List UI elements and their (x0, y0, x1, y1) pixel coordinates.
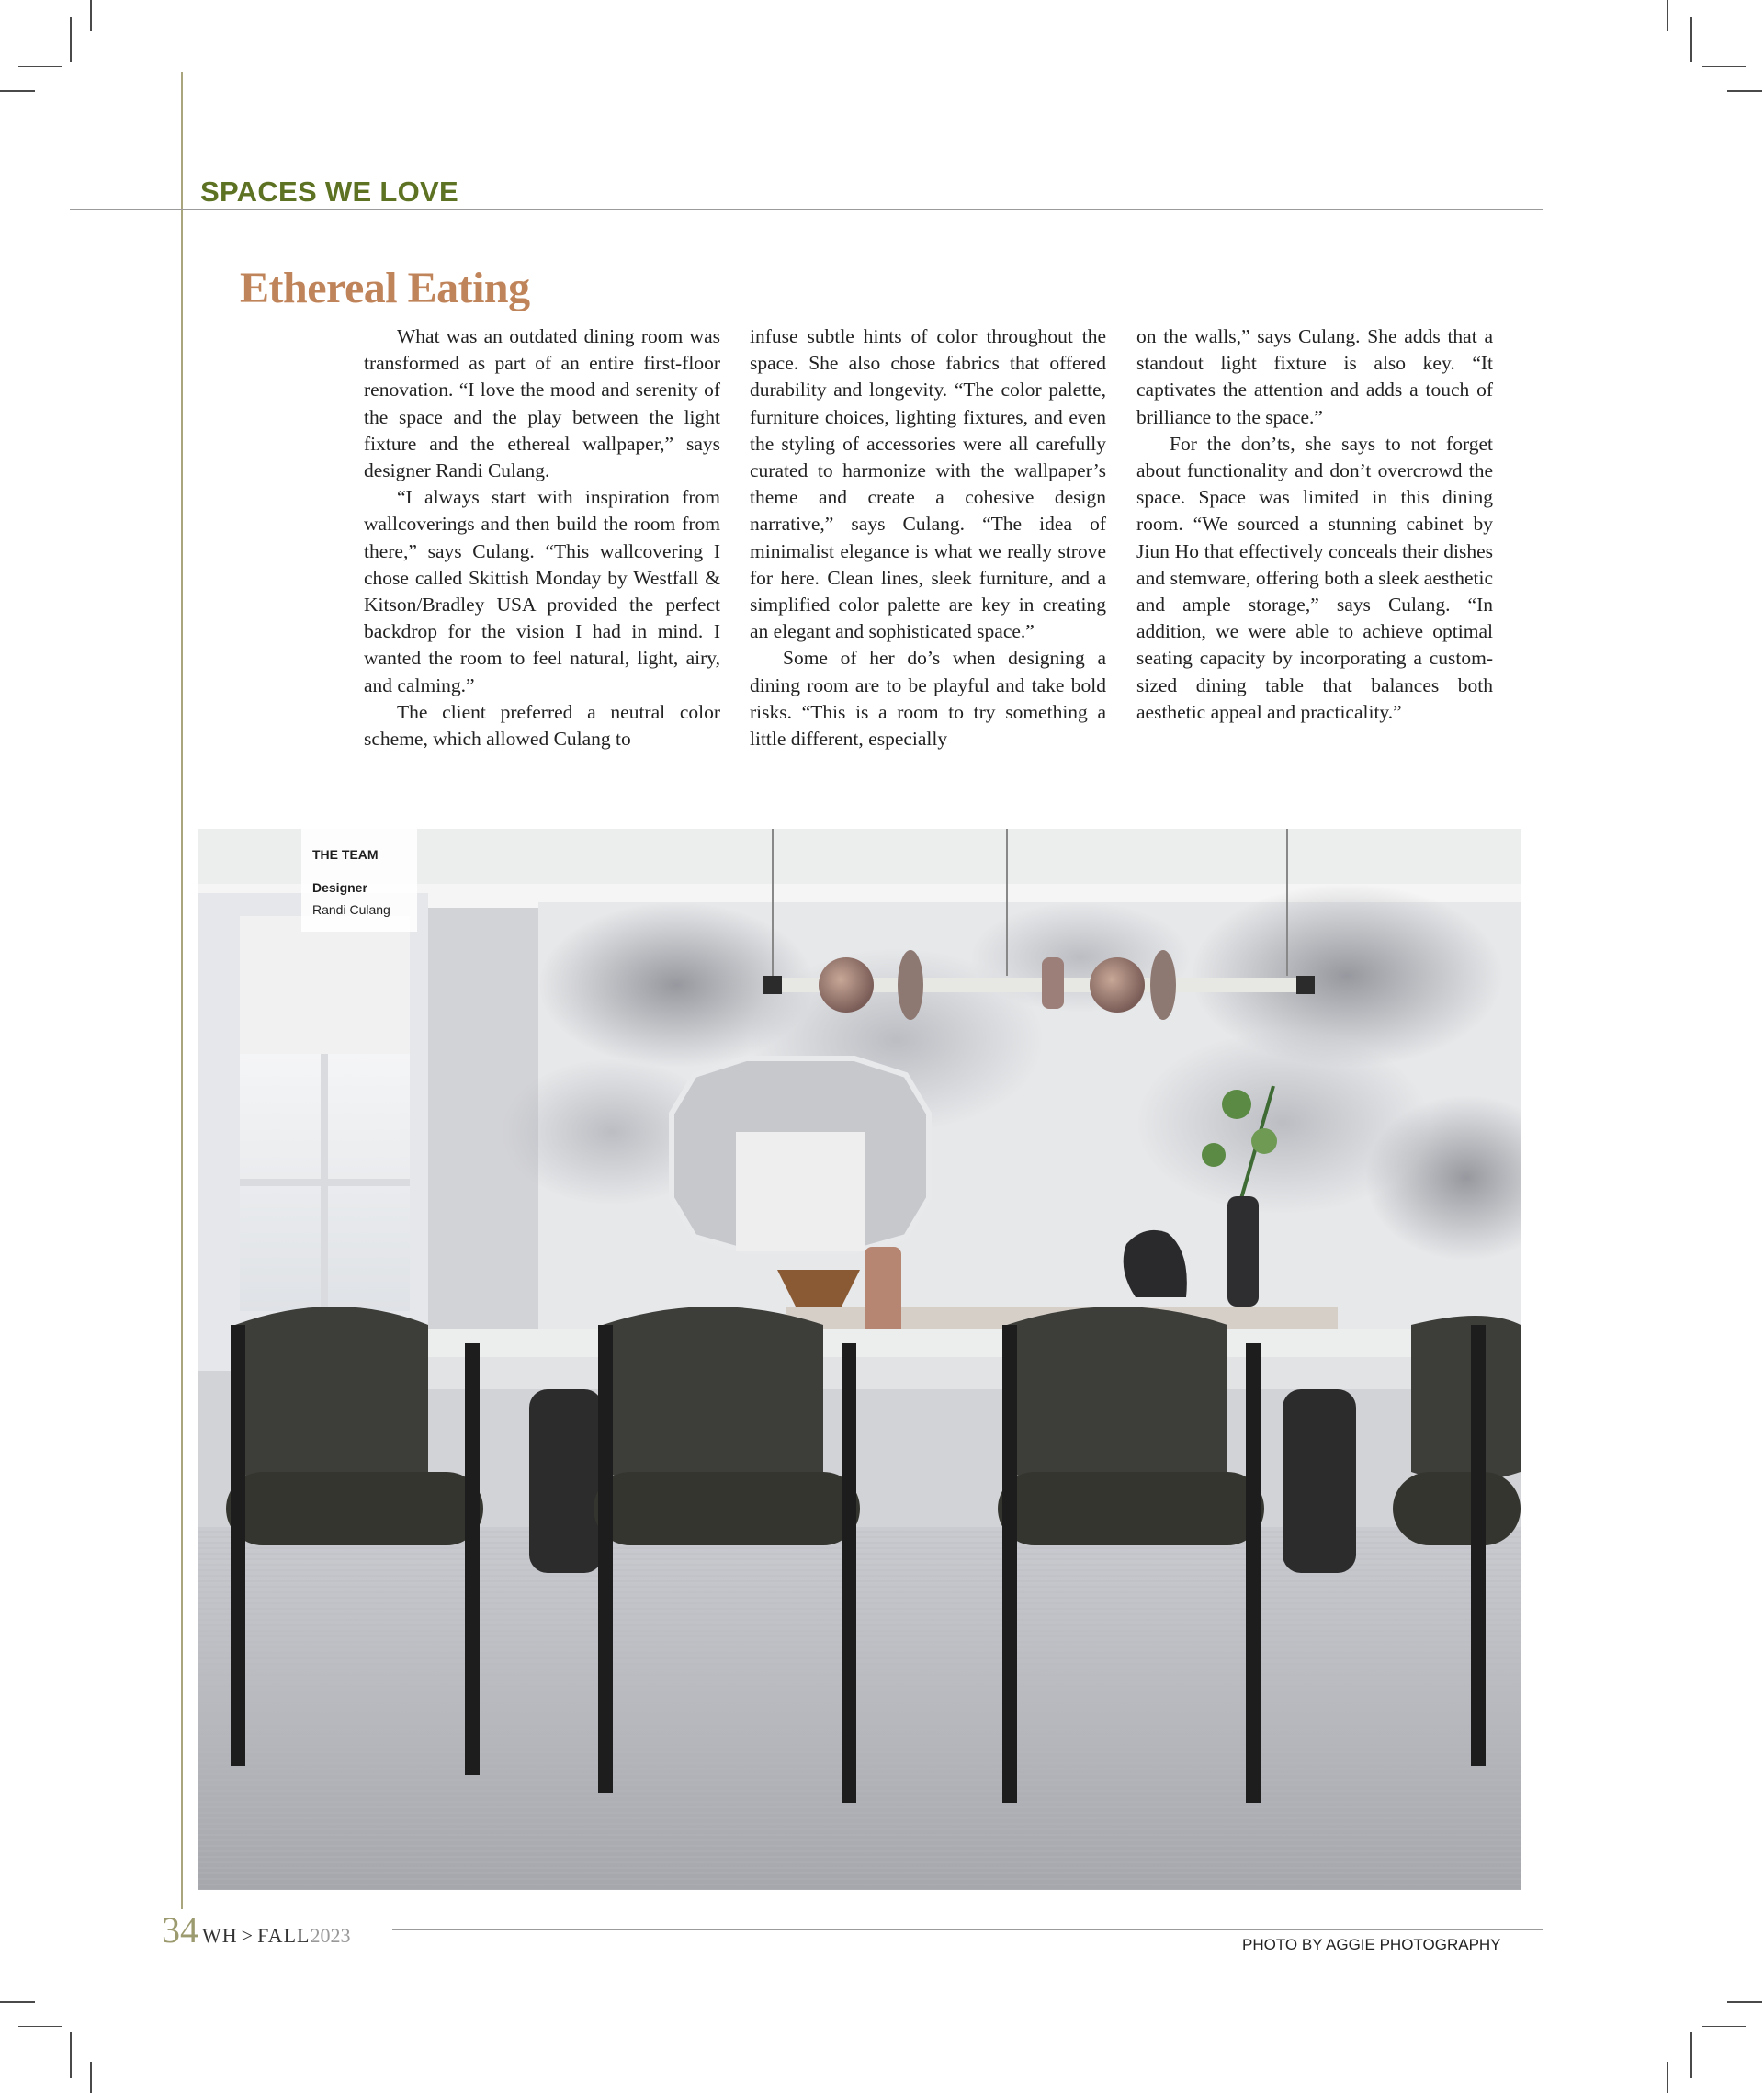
crop-mark (0, 2001, 35, 2003)
crop-mark (1727, 2001, 1762, 2003)
crop-mark (1702, 2026, 1746, 2027)
article-column-1 (364, 323, 720, 752)
crop-mark (0, 90, 35, 92)
dining-room-illustration (198, 829, 1521, 1890)
paragraph: on the walls,” says Culang. She adds that a standout light fixture is also key. “It captivates the attention and adds a touch of brilliance to the space.” (1136, 325, 1493, 428)
team-heading: THE TEAM (312, 847, 379, 862)
paragraph: The client preferred a neutral color scheme, which allowed Culang to (364, 700, 720, 751)
crop-mark (1727, 90, 1762, 92)
footer-rule (392, 1929, 1544, 1930)
crop-mark (1702, 66, 1746, 67)
crop-mark (1690, 2032, 1692, 2078)
paragraph: What was an outdated dining room was transformed as part of an entire first-floor renovation. “I love the mood and serenity of the space and the play between the light fixture and the ethereal wallpaper,” says designer Randi Culang. (364, 325, 720, 482)
crop-mark (90, 0, 92, 31)
issue-year: 2023 (310, 1924, 351, 1947)
paragraph: For the don’ts, she says to not forget about functionality and don’t overcrowd the space. Space was limited in this dining room. “We sourced a stunning cabinet by Jiun Ho that effectively conceals their dishes and stemware, offering both a sleek aesthetic and ample storage,” says Culang. “In addition, we were able to achieve optimal seating capacity by incorporating a custom-sized dining table that balances both aesthetic appeal and practicality.” (1136, 432, 1493, 723)
issue-season: FALL (257, 1924, 311, 1947)
crop-mark (70, 2032, 72, 2078)
article-column-2 (750, 323, 1106, 752)
page-number: 34 (162, 1909, 198, 1951)
team-credit-box (301, 829, 417, 932)
team-name: Randi Culang (312, 902, 390, 917)
paragraph: “I always start with inspiration from wallcoverings and then build the room from there,” says Culang. “This wallcovering I chose called Skittish Monday by Westfall & Kitson/Bradley USA provided the perfect backdrop for the vision I had in mind. I wanted the room to feel natural, light, airy, and calming.” (364, 486, 720, 696)
crop-mark (70, 17, 72, 62)
photo-credit: PHOTO BY AGGIE PHOTOGRAPHY (1242, 1936, 1501, 1953)
publication-name: WH (202, 1924, 238, 1947)
section-label: SPACES WE LOVE (200, 175, 458, 208)
dining-room-photo (198, 829, 1521, 1890)
folio-separator: > (241, 1924, 254, 1947)
paragraph: infuse subtle hints of color throughout the space. She also chose fabrics that offered durability and longevity. “The color palette, furniture choices, lighting fixtures, and even the styling of accessories were all carefully curated to harmonize with the wallpaper’s theme and create a cohesive design narrative,” says Culang. “The idea of minimalist elegance is what we really strove for here. Clean lines, sleek furniture, and a simplified color palette are key in creating an elegant and sophisticated space.” (750, 325, 1106, 643)
crop-mark (1667, 0, 1668, 31)
team-role: Designer (312, 880, 368, 895)
crop-mark (1690, 17, 1692, 62)
crop-mark (18, 66, 62, 67)
crop-mark (18, 2026, 62, 2027)
article-title: Ethereal Eating (240, 264, 530, 312)
paragraph: Some of her do’s when designing a dining room are to be playful and take bold risks. “This is a room to try something a little different, especially (750, 647, 1106, 751)
header-rule (70, 209, 1544, 210)
crop-mark (90, 2062, 92, 2093)
left-margin-rule (181, 72, 183, 1909)
folio (162, 1908, 350, 1952)
crop-mark (1667, 2062, 1668, 2093)
article-column-3 (1136, 323, 1493, 726)
right-margin-rule (1543, 209, 1544, 2021)
